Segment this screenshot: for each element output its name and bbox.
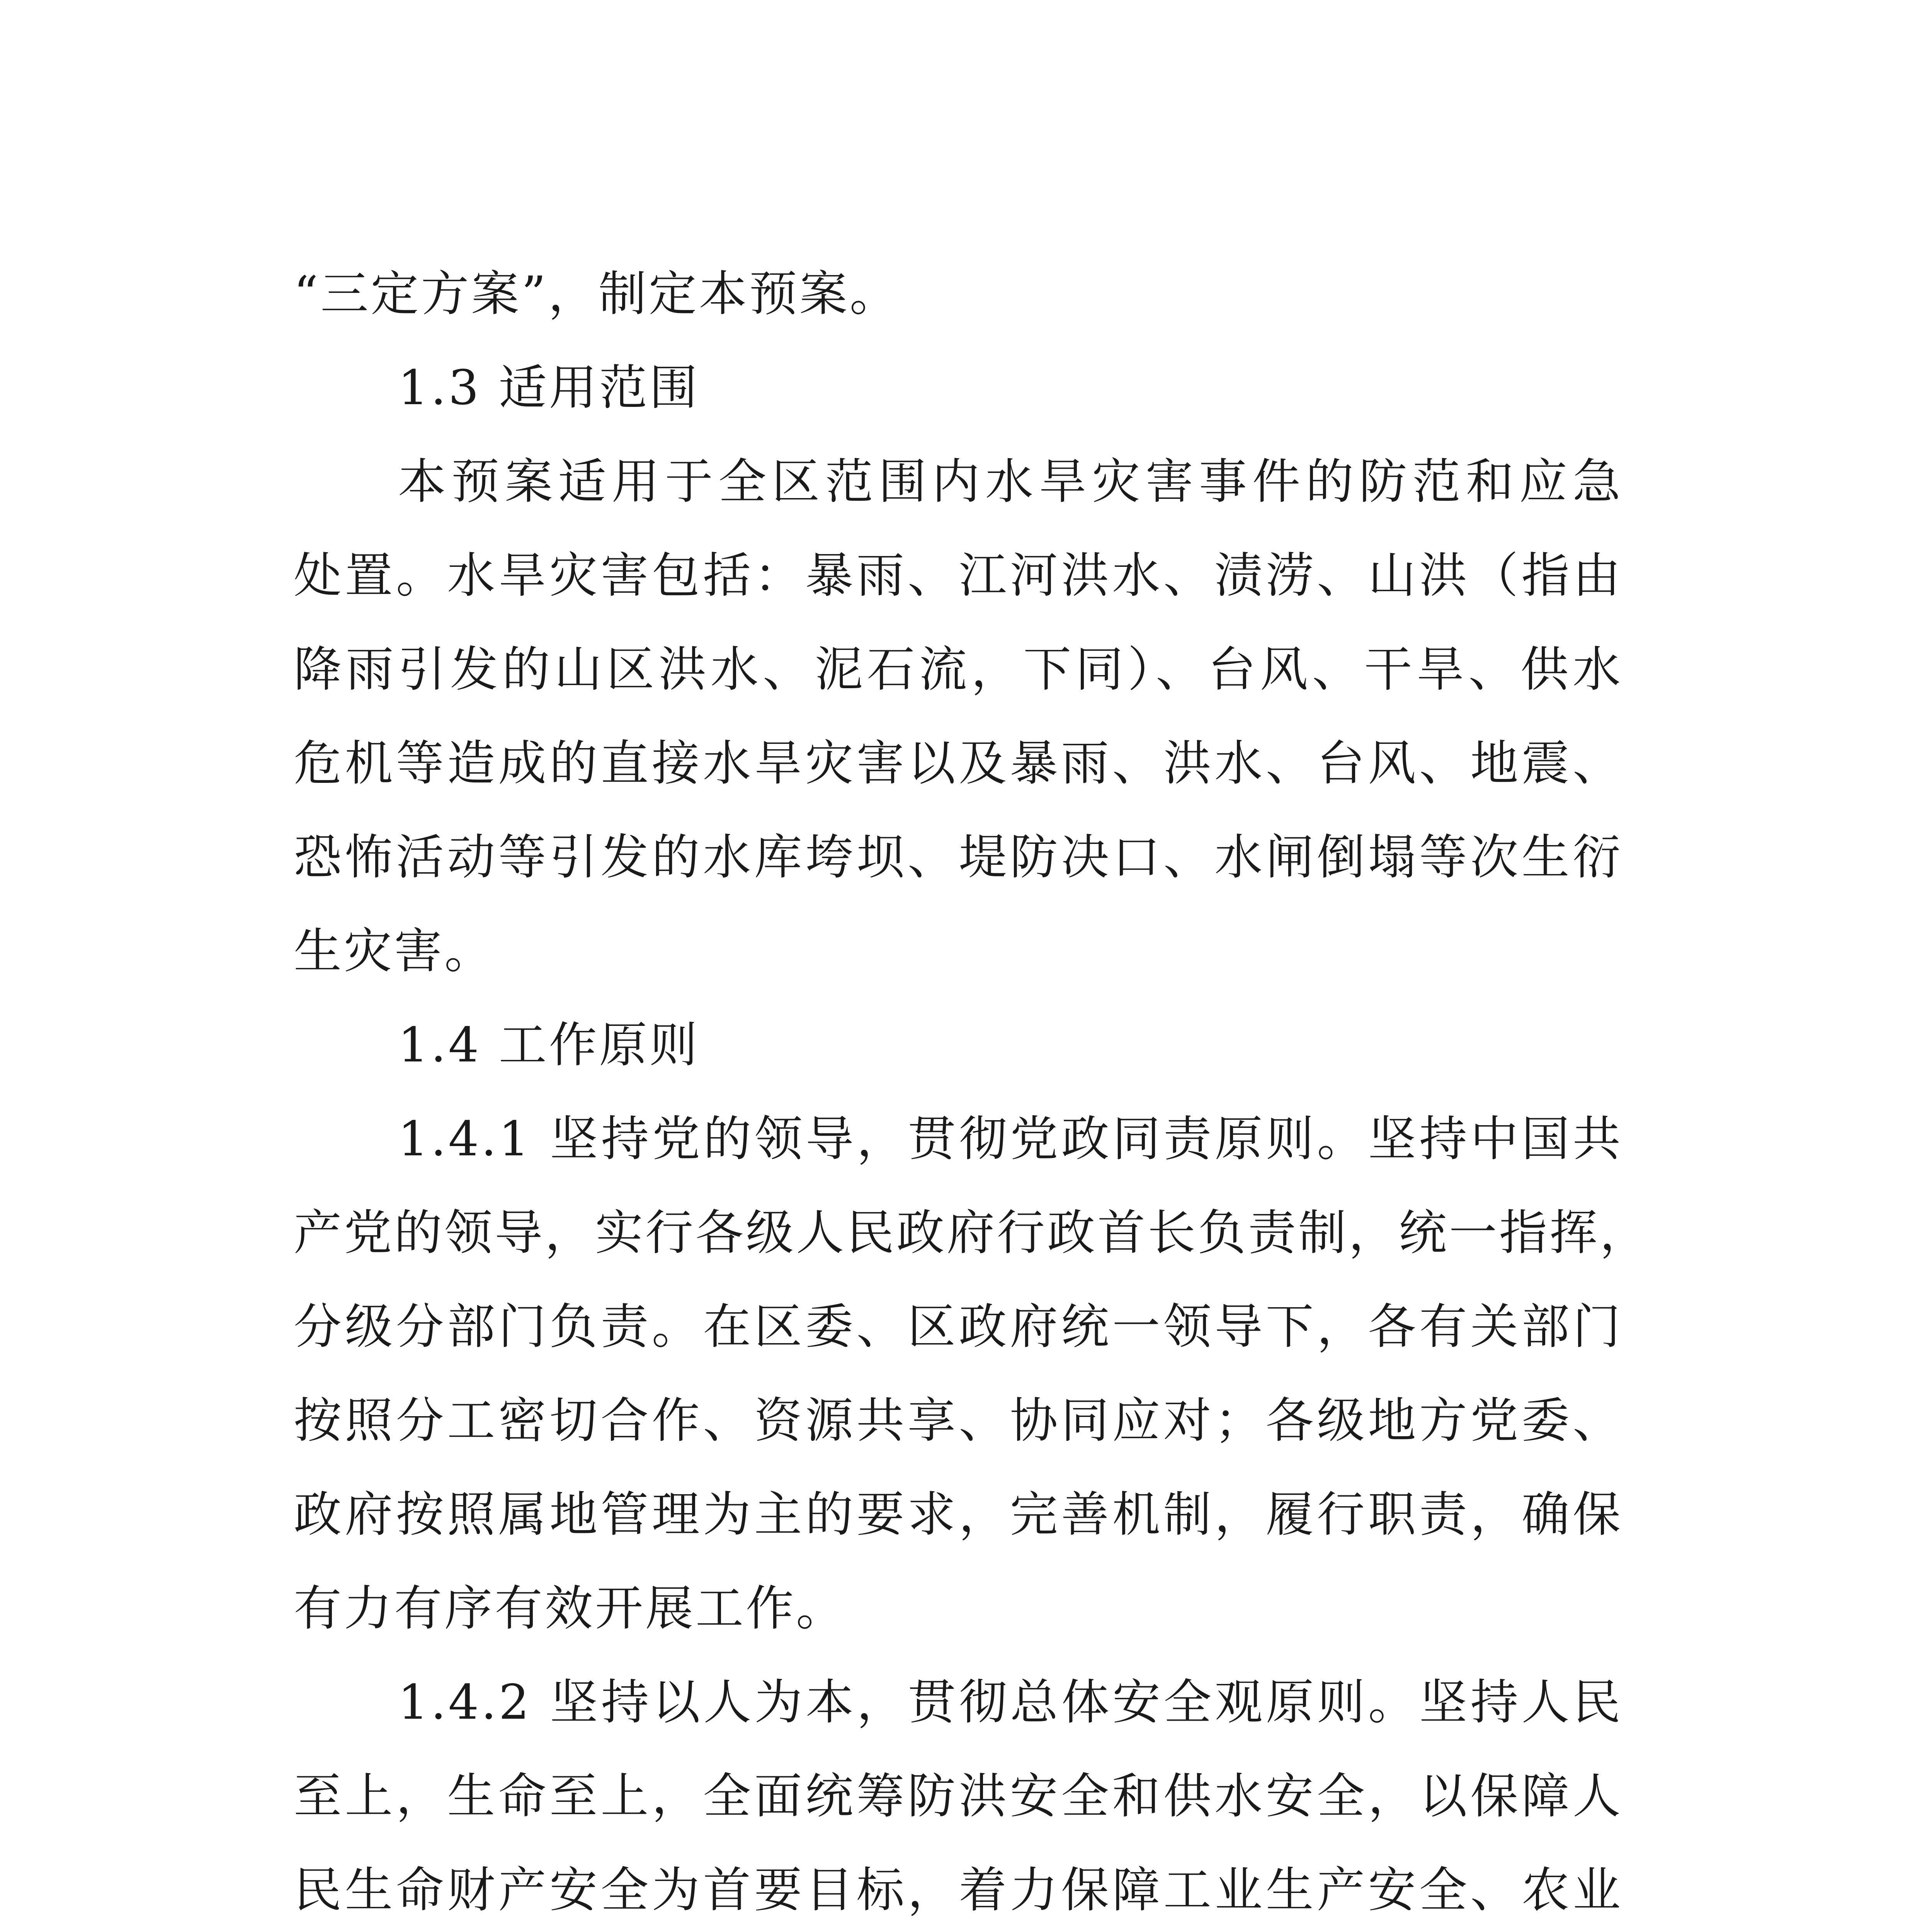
section-heading-1-4: 1.4 工作原则 <box>398 1017 700 1073</box>
text-line: 1.4.1 坚持党的领导，贯彻党政同责原则。坚持中国共 <box>398 1111 1623 1167</box>
section-heading-1-3: 1.3 适用范围 <box>398 360 700 416</box>
text-line: 危机等造成的直接水旱灾害以及暴雨、洪水、台风、地震、 <box>294 736 1623 791</box>
text-line: 恐怖活动等引发的水库垮坝、堤防决口、水闸倒塌等次生衍 <box>294 830 1623 885</box>
text-line: 民生命财产安全为首要目标，着力保障工业生产安全、农业 <box>294 1862 1623 1918</box>
text-line: “三定方案”，制定本预案。 <box>294 266 900 322</box>
text-line: 降雨引发的山区洪水、泥石流，下同）、台风、干旱、供水 <box>294 642 1623 697</box>
text-line: 有力有序有效开展工作。 <box>294 1581 847 1636</box>
text-line: 1.4.2 坚持以人为本，贯彻总体安全观原则。坚持人民 <box>398 1675 1623 1730</box>
text-line: 生灾害。 <box>294 923 495 979</box>
document-body <box>294 247 1650 1932</box>
text-line: 按照分工密切合作、资源共享、协同应对；各级地方党委、 <box>294 1393 1623 1449</box>
text-line: 产党的领导，实行各级人民政府行政首长负责制，统一指挥， <box>294 1205 1650 1261</box>
text-line: 至上，生命至上，全面统筹防洪安全和供水安全，以保障人 <box>294 1769 1623 1824</box>
text-line: 分级分部门负责。在区委、区政府统一领导下，各有关部门 <box>294 1299 1623 1355</box>
text-line: 处置。水旱灾害包括：暴雨、江河洪水、渍涝、山洪（指由 <box>294 548 1623 604</box>
text-line: 本预案适用于全区范围内水旱灾害事件的防范和应急 <box>398 454 1623 510</box>
text-line: 政府按照属地管理为主的要求，完善机制，履行职责，确保 <box>294 1487 1623 1543</box>
